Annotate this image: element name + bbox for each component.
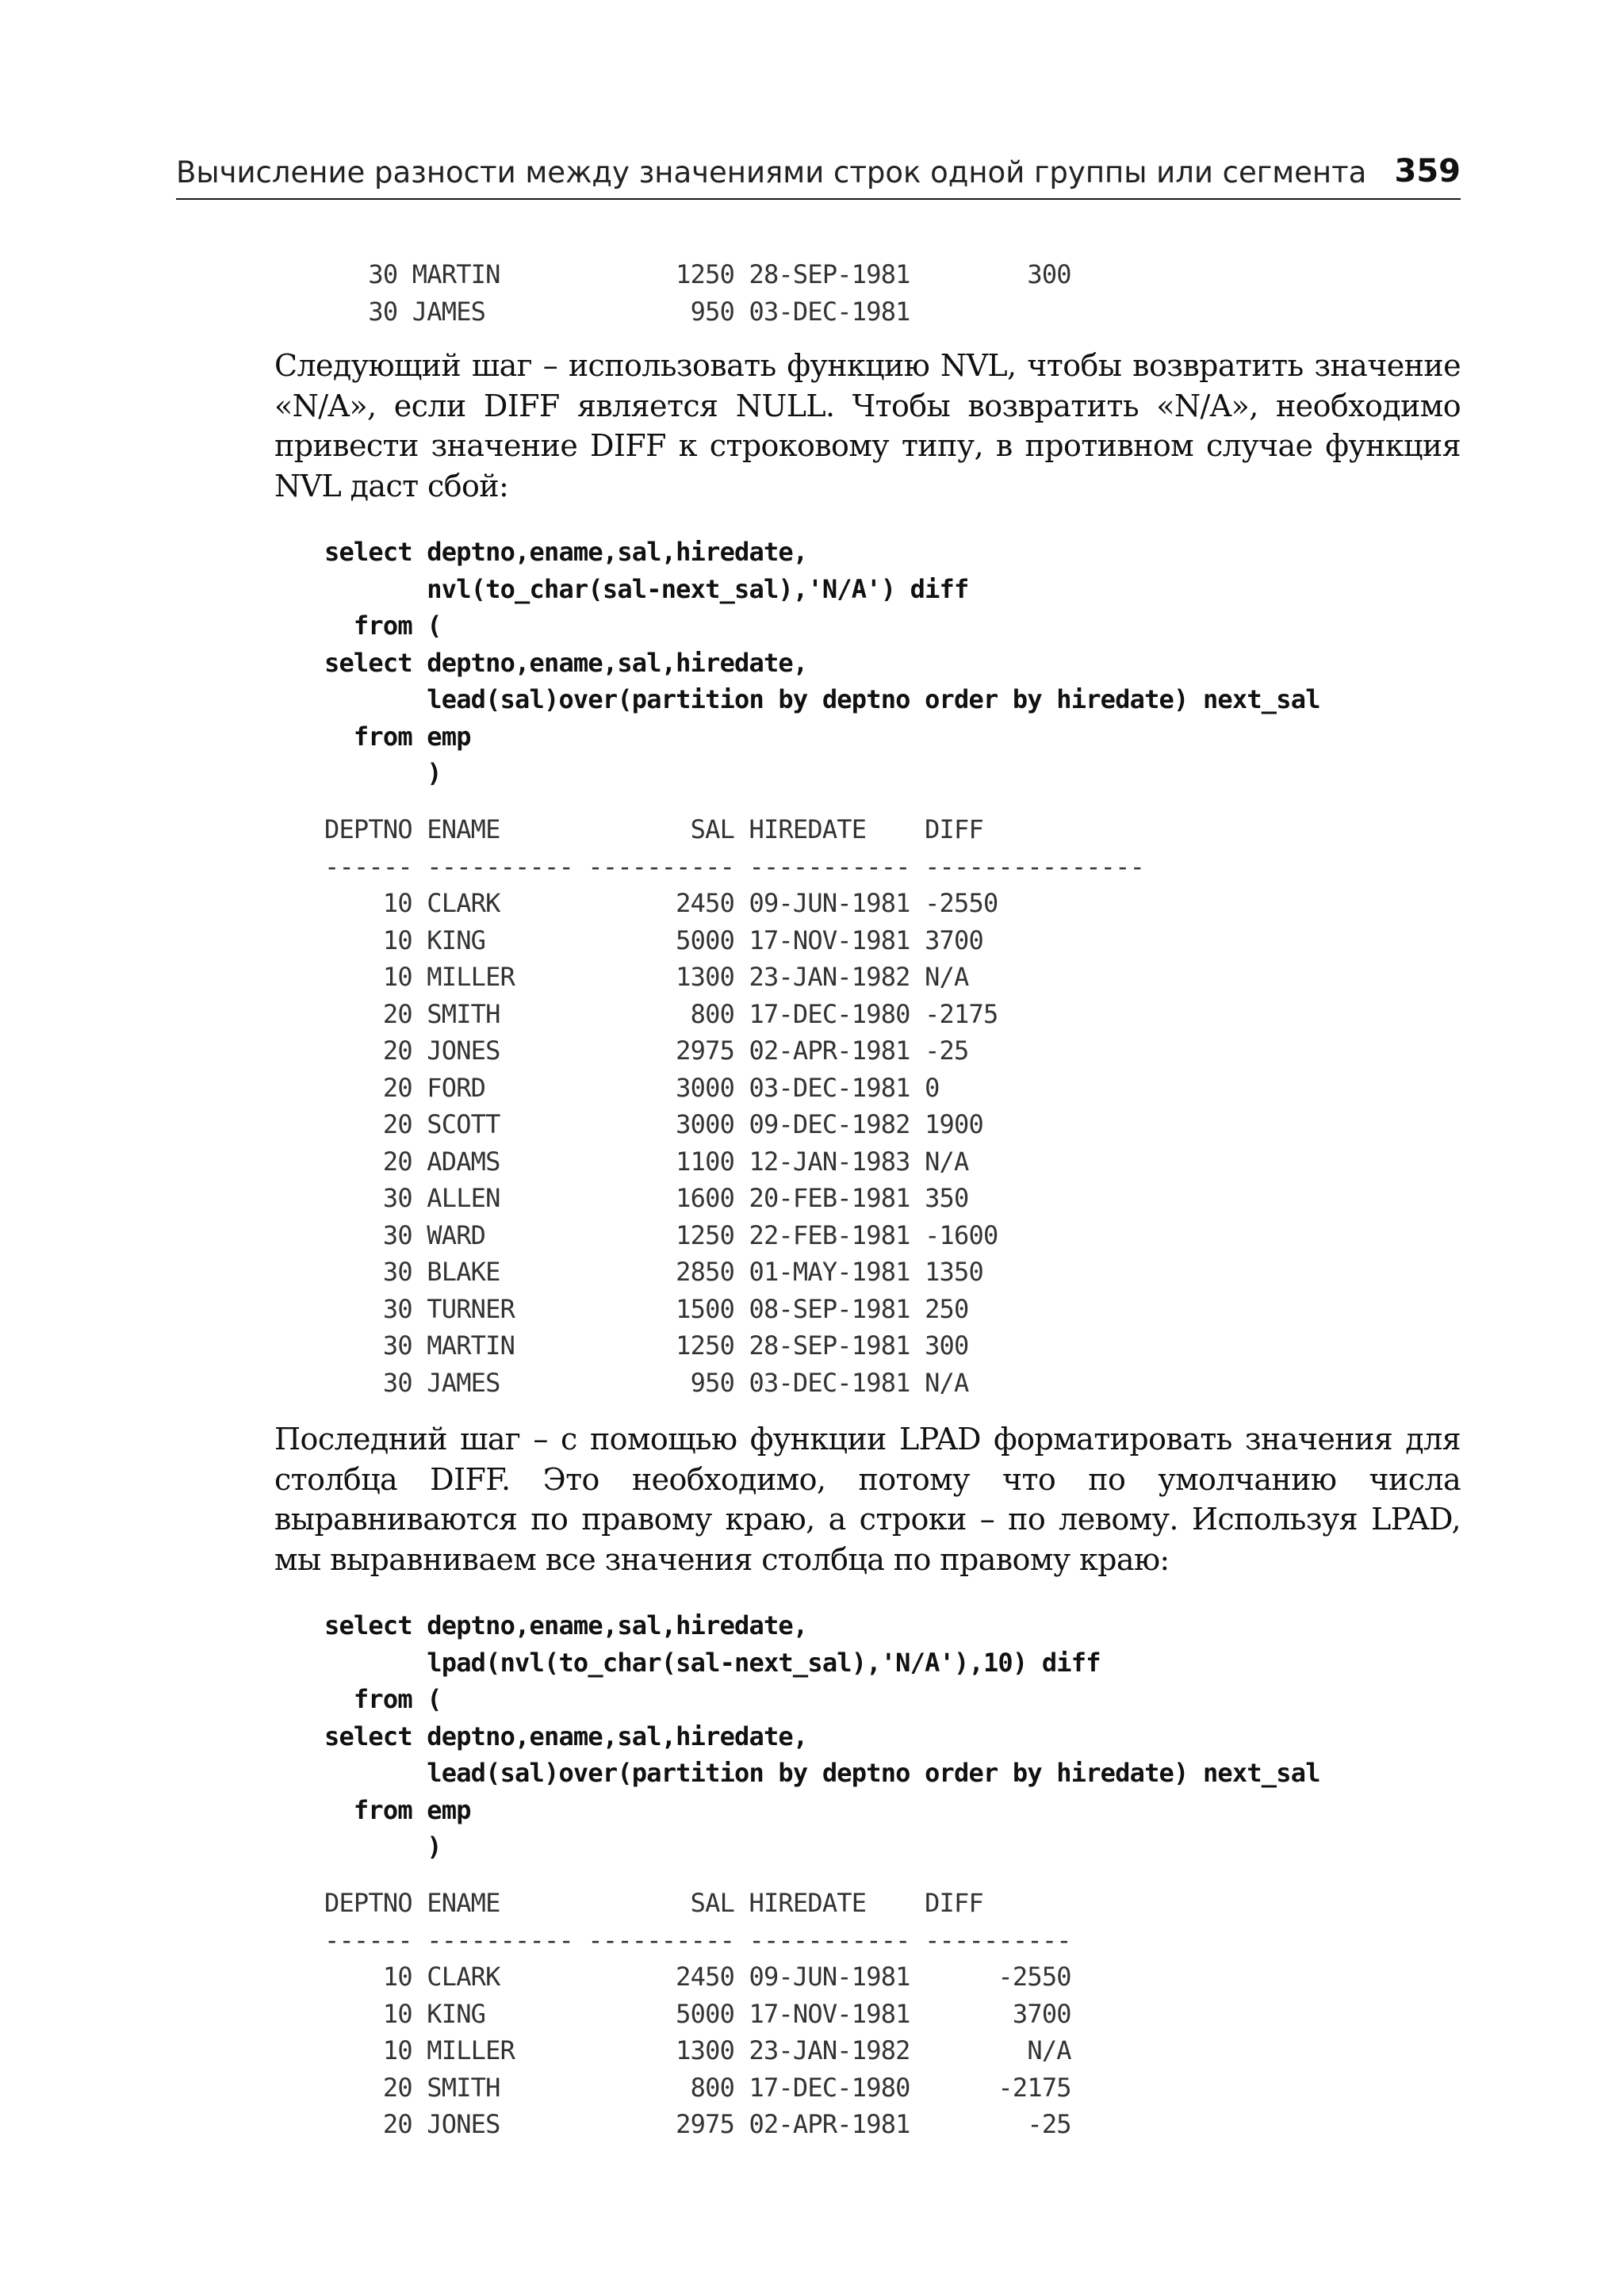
sql-query-nvl: select deptno,ename,sal,hiredate, nvl(to_char(sal-next_sal),'N/A') diff from ( select deptno,ename,sal,hiredate, lead(sal)over(partition by deptno order by hiredate) next_sal from emp ): [324, 537, 1320, 788]
query-result-nvl: DEPTNO ENAME SAL HIREDATE DIFF ------ ---------- ---------- ----------- --------------- 10 CLARK 2450 09-JUN-1981 -2550 10 KING 5000 17-NOV-1981 3700 10 MILLER 1300 23-JAN-1982 N/A 20 SMITH 800 17-DEC-1980 -2175 20 JONES 2975 02-APR-1981 -25 20 FORD 3000 03-DEC-1981 0 20 SCOTT 3000 09-DEC-1982 1900 20 ADAMS 1100 12-JAN-1983 N/A 30 ALLEN 1600 20-FEB-1981 350 30 WARD 1250 22-FEB-1981 -1600 30 BLAKE 2850 01-MAY-1981 1350 30 TURNER 1500 08-SEP-1981 250 30 MARTIN 1250 28-SEP-1981 300 30 JAMES 950 03-DEC-1981 N/A: [324, 814, 1145, 1398]
header-title: Вычисление разности между значениями строк одной группы или сегмента: [176, 155, 1367, 189]
paragraph-lpad-step: Последний шаг – с помощью функции LPAD форматировать значения для столбца DIFF. Это необходимо, потому что по умолчанию числа выравниваются по правому краю, а строки – по левому. Используя LPAD, мы выравниваем все значения столбца по правому краю:: [274, 1422, 1461, 1577]
paragraph-nvl-step: Следующий шаг – использовать функцию NVL, чтобы возвратить значение «N/A», если DIFF является NULL. Чтобы возвратить «N/A», необходимо привести значение DIFF к строковому типу, в противном случае функция NVL даст сбой:: [274, 348, 1461, 503]
query-result-lpad: DEPTNO ENAME SAL HIREDATE DIFF ------ ---------- ---------- ----------- ---------- 10 CLARK 2450 09-JUN-1981 -2550 10 KING 5000 17-NOV-1981 3700 10 MILLER 1300 23-JAN-1982 N/A 20 SMITH 800 17-DEC-1980 -2175 20 JONES 2975 02-APR-1981 -25: [324, 1888, 1071, 2139]
page-number: 359: [1394, 153, 1461, 189]
running-header: [176, 151, 1461, 200]
sql-query-lpad: select deptno,ename,sal,hiredate, lpad(nvl(to_char(sal-next_sal),'N/A'),10) diff from ( select deptno,ename,sal,hiredate, lead(sal)over(partition by deptno order by hiredate) next_sal from emp ): [324, 1610, 1320, 1862]
continued-result-rows: 30 MARTIN 1250 28-SEP-1981 300 30 JAMES 950 03-DEC-1981: [368, 259, 1071, 327]
